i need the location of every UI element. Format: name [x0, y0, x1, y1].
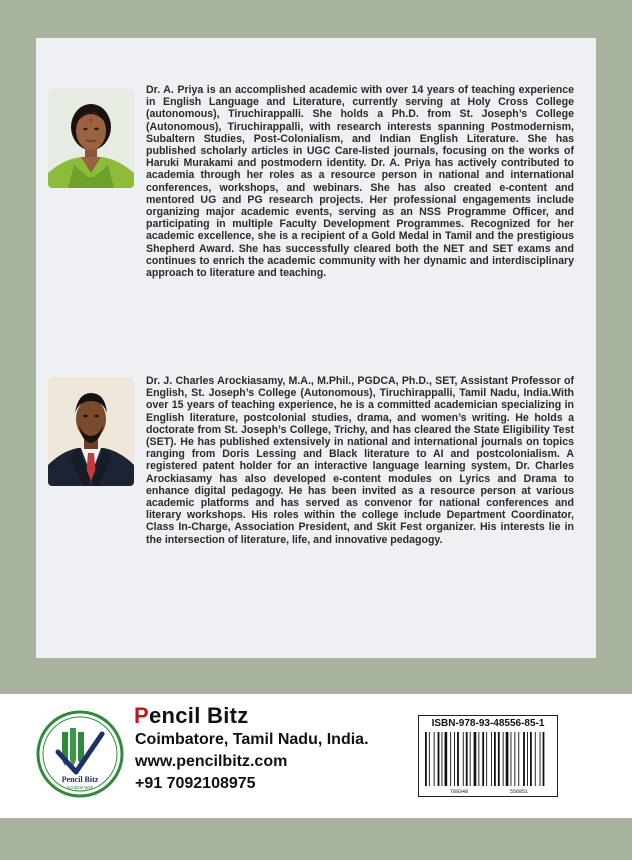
barcode-bar	[438, 732, 440, 786]
barcode-bar	[514, 732, 515, 786]
barcode-bar	[434, 732, 435, 786]
barcode-bar	[511, 732, 512, 786]
barcode-bar	[498, 732, 500, 786]
pencil-logo-icon	[36, 710, 124, 798]
barcode-bar	[466, 732, 468, 786]
publisher-name	[134, 703, 249, 729]
barcode-bar	[470, 732, 471, 786]
barcode-bar	[527, 732, 528, 786]
isbn-label: ISBN-978-93-48556-85-1	[431, 718, 545, 729]
barcode-bar	[535, 732, 536, 786]
barcode-bar	[478, 732, 479, 786]
barcode-bar	[523, 732, 525, 786]
bottom-strip	[0, 818, 632, 860]
barcode-bar	[486, 732, 487, 786]
barcode-bar	[474, 732, 477, 786]
barcode-bar	[494, 732, 496, 786]
barcode-bar	[491, 732, 492, 786]
author-bio-priya: Dr. A. Priya is an accomplished academic with over 14 years of teaching experience in English Language and Literature, currently serving at Holy Cross College (autonomous), Tiruchirappalli. She holds a Ph.D. from St. Joseph’s College (Autonomous), Tiruchirappalli, with research interests spanning Postmodernism, Subaltern Studies, Post-Colonialism, and Indian English Literature. She has published scholarly articles in UGC Care-listed journals, focusing on the works of Haruki Murakami and postmodern identity. Dr. A. Priya has actively contributed to academia through her roles as a resource person in national and international conferences, workshops, and webinars. She has also created e-content and mentored UG and PG research projects. Her professional engagements include organizing major academic events, serving as an NSS Programme Officer, and participating in multiple Faculty Development Programmes. Recognized for her academic excellence, she is a recipient of a Gold Medal in Tamil and the prestigious Shepherd Award. She has successfully cleared both the NET and SET exams and continues to enrich the academic community with her dynamic and interdisciplinary approach to literature and teaching.	[146, 84, 574, 280]
barcode-digits-right: 556851	[509, 789, 529, 795]
barcode-bar	[425, 732, 427, 786]
publisher-name-initial: P	[134, 703, 149, 728]
barcode-bar	[442, 732, 443, 786]
barcode-bar	[540, 732, 541, 786]
barcode-bar	[457, 732, 459, 786]
author-photo-priya	[48, 89, 134, 188]
barcode-bar	[518, 732, 519, 786]
barcode-bar	[482, 732, 484, 786]
logo-tagline: Scribble Well	[66, 785, 94, 790]
barcode-bar	[543, 732, 545, 786]
publisher-website: www.pencilbitz.com	[135, 753, 288, 770]
author-photo-charles	[48, 377, 134, 486]
barcode-bar	[506, 732, 509, 786]
publisher-logo	[36, 710, 124, 798]
publisher-phone: +91 7092108975	[135, 775, 256, 792]
barcode-bar	[445, 732, 448, 786]
publisher-location: Coimbatore, Tamil Nadu, India.	[135, 731, 369, 748]
barcode-bar	[429, 732, 430, 786]
publisher-name-rest: encil Bitz	[148, 703, 249, 728]
barcode-digits-left: 789348	[449, 789, 469, 795]
isbn-barcode	[418, 715, 558, 797]
barcode-bar	[530, 732, 532, 786]
barcode-icon	[419, 730, 557, 796]
barcode-bar	[503, 732, 504, 786]
barcode-bar	[450, 732, 451, 786]
author-bio-charles: Dr. J. Charles Arockiasamy, M.A., M.Phil., PGDCA, Ph.D., SET, Assistant Professor of English, St. Joseph’s College (Autonomous), Tiruchirappalli, Tamil Nadu, India.With over 15 years of teaching experience, he is a committed academician specializing in English literature, postcolonial studies, drama, and women’s writing. He holds a doctorate from St. Joseph’s College, Trichy, and has cleared the State Eligibility Test (SET). He has published extensively in national and international journals on topics ranging from Doris Lessing and Black literature to AI and postcolonialism. A registered patent holder for an interactive language learning system, Dr. Charles Arockiasamy has also developed e-content modules on Lyrics and Drama to enhance digital pedagogy. He has been invited as a resource person at various academic platforms and has served as convenor for national conferences and literary workshops. His roles within the college include Department Coordinator, Class In-Charge, Association President, and Skit Fest organizer. His interests lie in the intersection of literature, life, and innovative pedagogy.	[146, 375, 574, 546]
barcode-bar	[454, 732, 455, 786]
logo-text: Pencil Bitz	[61, 775, 99, 784]
barcode-bar	[463, 732, 464, 786]
